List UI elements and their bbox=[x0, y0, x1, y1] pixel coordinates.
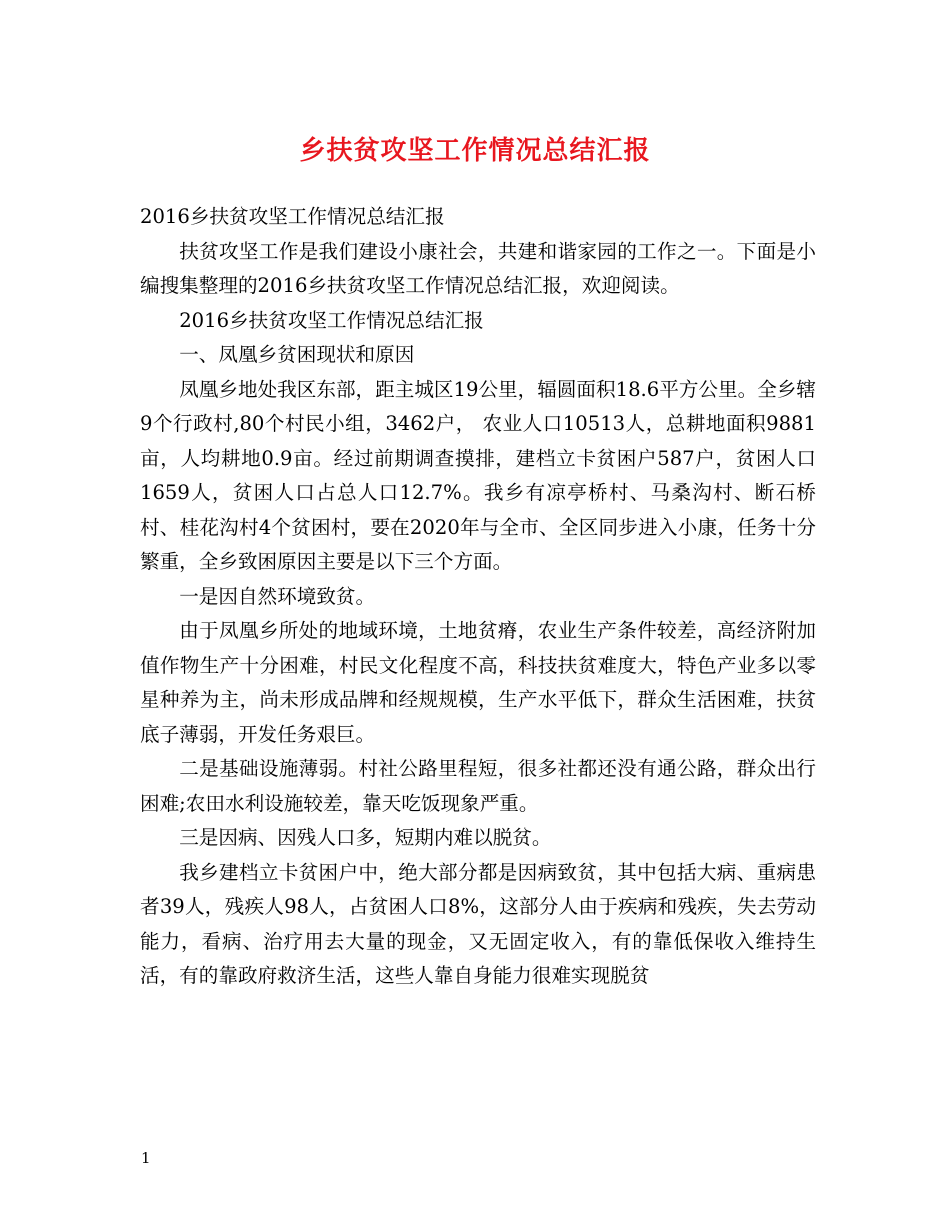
paragraph: 凤凰乡地处我区东部，距主城区19公里，辐圆面积18.6平方公里。全乡辖9个行政村,80个村民小组，3462户， 农业人口10513人，总耕地面积9881亩，人均耕地0.9亩。经过前期调查摸排，建档立卡贫困户587户，贫困人口1659人，贫困人口占总人口12.7%。我乡有凉亭桥村、马桑沟村、断石桥村、桂花沟村4个贫困村，要在2020年与全市、全区同步进入小康，任务十分繁重，全乡致困原因主要是以下三个方面。 bbox=[140, 377, 816, 573]
paragraph: 2016乡扶贫攻坚工作情况总结汇报 bbox=[140, 205, 445, 228]
document-title: 乡扶贫攻坚工作情况总结汇报 bbox=[299, 136, 651, 166]
paragraph: 2016乡扶贫攻坚工作情况总结汇报 bbox=[179, 308, 484, 332]
document-body bbox=[140, 200, 816, 994]
section-heading: 一、凤凰乡贫困现状和原因 bbox=[179, 343, 415, 366]
page-number: 1 bbox=[141, 1149, 151, 1167]
subsection-heading: 一是因自然环境致贫。 bbox=[179, 584, 376, 608]
paragraph: 扶贫攻坚工作是我们建设小康社会，共建和谐家园的工作之一。下面是小编搜集整理的2016乡扶贫攻坚工作情况总结汇报，欢迎阅读。 bbox=[140, 239, 816, 297]
paragraph: 我乡建档立卡贫困户中，绝大部分都是因病致贫，其中包括大病、重病患者39人，残疾人98人，占贫困人口8%，这部分人由于疾病和残疾，失去劳动能力，看病、治疗用去大量的现金，又无固定收入，有的靠低保收入维持生活，有的靠政府救济生活，这些人靠自身能力很难实现脱贫 bbox=[140, 860, 816, 987]
subsection-heading: 三是因病、因残人口多，短期内难以脱贫。 bbox=[179, 826, 552, 849]
paragraph: 二是基础设施薄弱。村社公路里程短，很多社都还没有通公路，群众出行困难;农田水利设施较差，靠天吃饭现象严重。 bbox=[140, 757, 816, 815]
paragraph: 由于凤凰乡所处的地域环境，土地贫瘠，农业生产条件较差，高经济附加值作物生产十分困难，村民文化程度不高，科技扶贫难度大，特色产业多以零星种养为主，尚未形成品牌和经规规模，生产水平低下，群众生活困难，扶贫底子薄弱，开发任务艰巨。 bbox=[140, 619, 816, 746]
